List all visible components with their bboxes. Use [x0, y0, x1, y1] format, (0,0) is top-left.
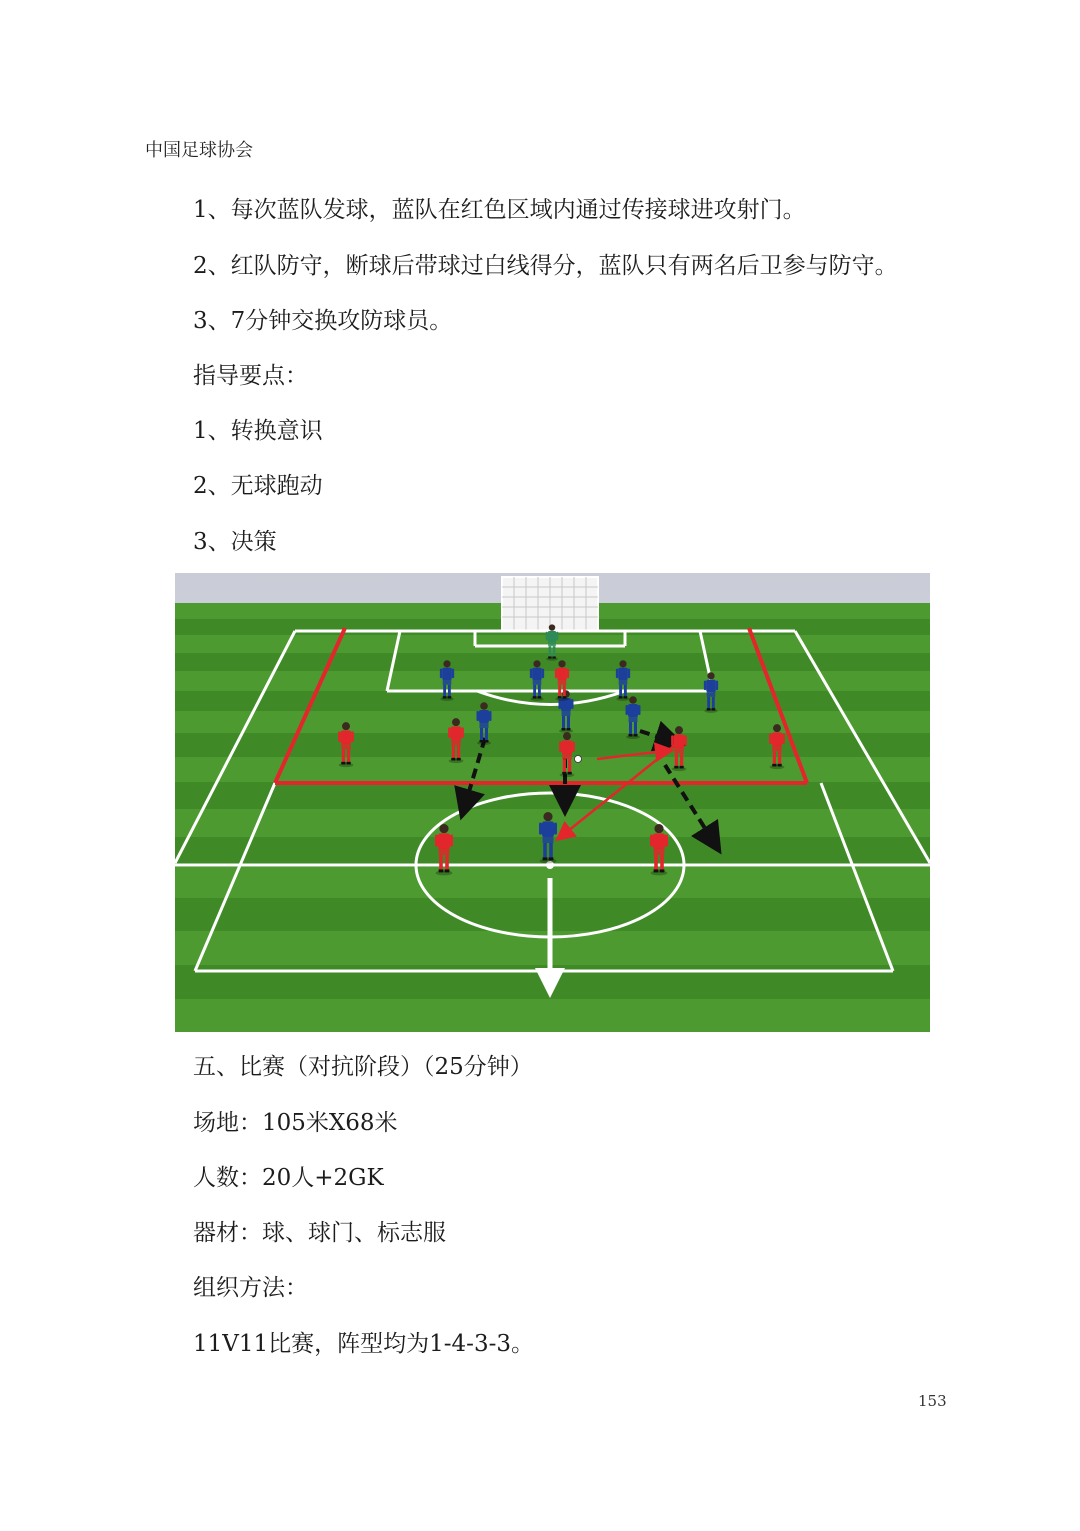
player-count: 人数：20人+2GK [193, 1165, 384, 1191]
coaching-point-1: 1、转换意识 [193, 418, 323, 444]
section-title: 五、比赛（对抗阶段）（25分钟） [193, 1054, 533, 1080]
equipment: 器材：球、球门、标志服 [193, 1220, 446, 1246]
coaching-points-title: 指导要点： [193, 363, 308, 389]
method-description: 11V11比赛，阵型均为1-4-3-3。 [193, 1331, 534, 1357]
rule-1: 1、每次蓝队发球，蓝队在红色区域内通过传接球进攻射门。 [193, 197, 806, 223]
ball [575, 756, 582, 763]
method-title: 组织方法： [193, 1275, 308, 1301]
rule-3: 3、7分钟交换攻防球员。 [193, 308, 453, 334]
pitch-svg [175, 573, 930, 1032]
coaching-point-3: 3、决策 [193, 529, 277, 555]
organization-header: 中国足球协会 [145, 140, 253, 161]
coaching-point-2: 2、无球跑动 [193, 473, 323, 499]
pitch-diagram [175, 573, 930, 1032]
field-size: 场地：105米X68米 [193, 1110, 398, 1136]
rule-2: 2、红队防守，断球后带球过白线得分，蓝队只有两名后卫参与防守。 [193, 253, 898, 279]
goal [502, 577, 598, 631]
page-number: 153 [918, 1392, 947, 1410]
